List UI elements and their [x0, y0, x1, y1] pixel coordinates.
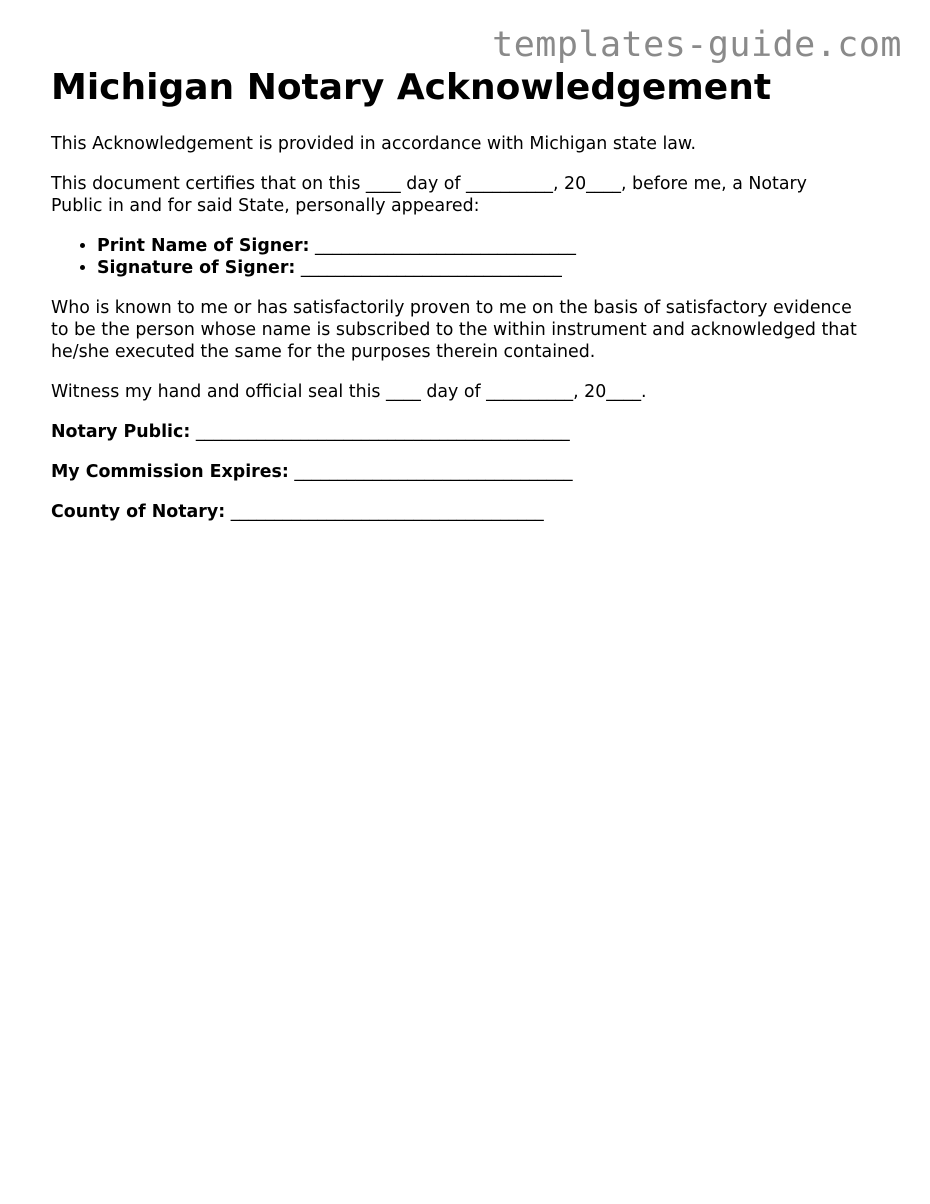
signer-fields-list: [51, 235, 861, 279]
list-item-signature: [97, 257, 861, 279]
signature-label: Signature of Signer:: [97, 258, 296, 278]
county-of-notary-label: County of Notary:: [51, 502, 226, 522]
commission-expires-field: [51, 461, 861, 483]
notary-public-field: [51, 421, 861, 443]
print-name-blank: ______________________________: [315, 236, 576, 256]
print-name-label: Print Name of Signer:: [97, 236, 310, 256]
county-of-notary-blank: ____________________________________: [230, 502, 544, 522]
document-title: Michigan Notary Acknowledgement: [51, 67, 772, 108]
intro-paragraph: This Acknowledgement is provided in accordance with Michigan state law.: [51, 134, 697, 154]
signature-blank: ______________________________: [300, 258, 562, 278]
watermark-text: templates-guide.com: [492, 25, 902, 65]
notary-public-blank: ___________________________________________: [195, 422, 570, 442]
commission-expires-blank: ________________________________: [294, 462, 573, 482]
commission-expires-label: My Commission Expires:: [51, 462, 289, 482]
list-item-print-name: [97, 235, 861, 257]
county-of-notary-field: [51, 501, 861, 523]
witness-paragraph: Witness my hand and official seal this ____ day of __________, 20____.: [51, 382, 647, 402]
document-body: [51, 133, 861, 541]
statement-paragraph: Who is known to me or has satisfactorily proven to me on the basis of satisfactory evidence to be the person whose name is subscribed to the within instrument and acknowledged that he/she executed the same for the purposes therein contained.: [51, 298, 857, 362]
certification-paragraph: This document certifies that on this ____ day of __________, 20____, before me, a Notary Public in and for said State, personally appeared:: [51, 174, 807, 216]
notary-public-label: Notary Public:: [51, 422, 191, 442]
